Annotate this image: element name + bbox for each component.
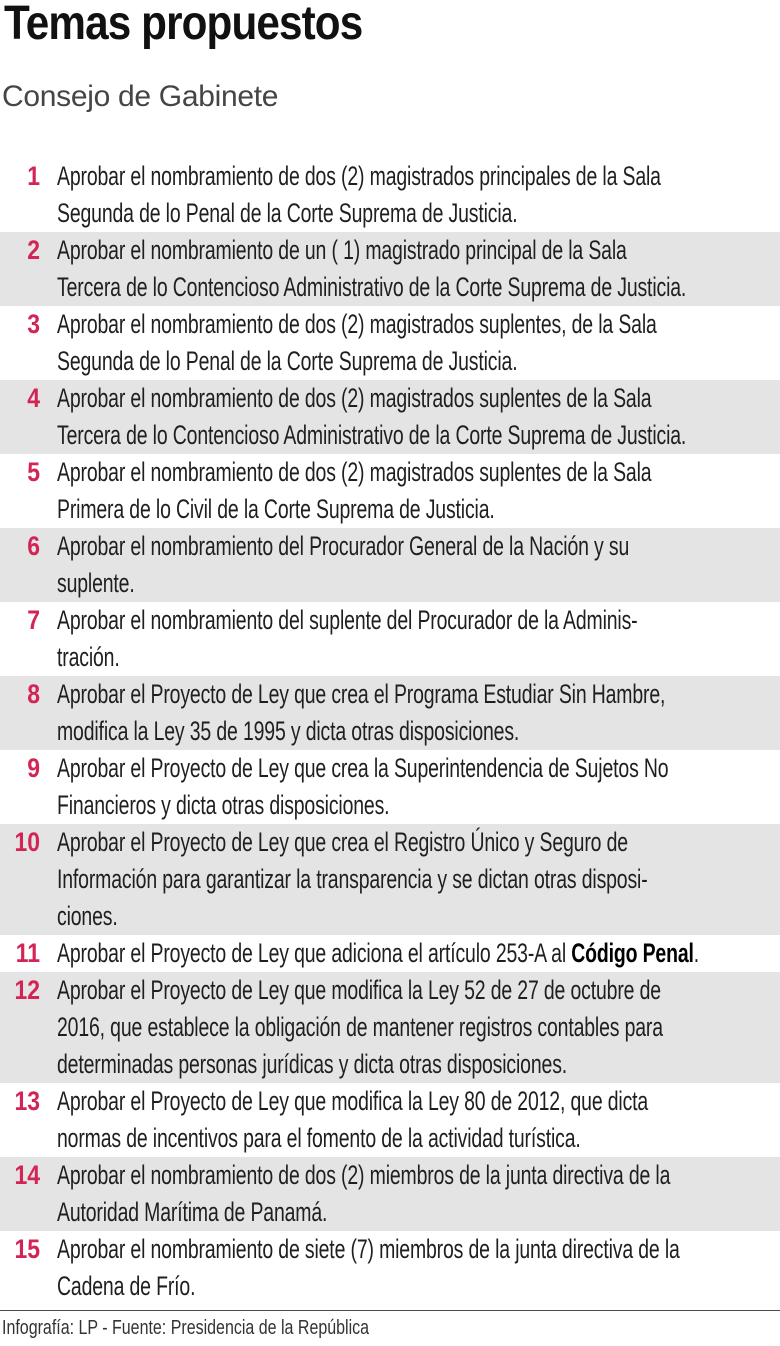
item-text-line: Aprobar el nombramiento del Procurador General de la Nación y su [57,531,630,561]
item-number: 5 [27,457,40,487]
item-text [57,306,657,380]
list-item [0,232,780,306]
item-text-line: Aprobar el Proyecto de Ley que crea la Superintendencia de Sujetos No [57,753,669,783]
item-number: 3 [27,309,40,339]
item-text-line: Aprobar el nombramiento de dos (2) miembros de la junta directiva de la [57,1160,671,1190]
item-text-line: Aprobar el nombramiento de siete (7) miembros de la junta directiva de la [57,1234,680,1264]
item-text-line: suplente. [57,568,135,598]
item-text-line: Segunda de lo Penal de la Corte Suprema de Justicia. [57,346,518,376]
footer [0,1310,780,1340]
item-text [57,824,648,935]
item-text-line: Aprobar el Proyecto de Ley que modifica la Ley 80 de 2012, que dicta [57,1086,649,1116]
item-text [57,528,629,602]
item-text-line: Segunda de lo Penal de la Corte Suprema de Justicia. [57,198,518,228]
item-text-line: Aprobar el Proyecto de Ley que crea el Programa Estudiar Sin Hambre, [57,679,666,709]
list-item [0,380,780,454]
list-item [0,824,780,935]
topics-list [0,158,780,1305]
list-item [0,1157,780,1231]
item-text-line: Autoridad Marítima de Panamá. [57,1197,328,1227]
item-text-line: 2016, que establece la obligación de mantener registros contables para [57,1012,663,1042]
list-item [0,158,780,232]
item-text-line: Aprobar el nombramiento del suplente del Procurador de la Adminis- [57,605,638,635]
item-text-line: Aprobar el Proyecto de Ley que modifica la Ley 52 de 27 de octubre de [57,975,661,1005]
item-text-line: Cadena de Frío. [57,1271,196,1301]
list-item [0,306,780,380]
item-number: 11 [15,938,40,968]
item-number: 8 [27,679,40,709]
item-number: 14 [14,1160,41,1190]
item-text [57,972,663,1083]
item-text-line: Aprobar el nombramiento de un ( 1) magistrado principal de la Sala [57,235,627,265]
item-text-line: Aprobar el Proyecto de Ley que adiciona el artículo 253-A al Código Penal. [57,938,700,968]
list-item [0,1083,780,1157]
item-text-line: Financieros y dicta otras disposiciones. [57,790,390,820]
footer-credit: Infografía: LP - Fuente: Presidencia de la República [2,1317,370,1339]
item-text-line: Aprobar el nombramiento de dos (2) magistrados principales de la Sala [57,161,661,191]
item-text-line: determinadas personas jurídicas y dicta otras disposiciones. [57,1049,568,1079]
item-text-line: Aprobar el nombramiento de dos (2) magistrados suplentes de la Sala [57,457,652,487]
item-text [57,454,651,528]
list-item [0,676,780,750]
item-text [57,676,665,750]
item-number: 10 [14,827,41,857]
item-number: 12 [14,975,41,1005]
item-number: 2 [27,235,40,265]
list-item [0,602,780,676]
item-text [57,1231,680,1305]
item-number: 1 [27,161,40,191]
item-number: 7 [27,605,40,635]
item-text-line: Aprobar el Proyecto de Ley que crea el Registro Único y Seguro de [57,827,628,857]
item-text [57,750,668,824]
list-item [0,972,780,1083]
item-text [57,935,699,972]
list-item [0,935,780,972]
footer-divider [0,1310,780,1311]
list-item [0,750,780,824]
item-text-line: modifica la Ley 35 de 1995 y dicta otras disposiciones. [57,716,520,746]
item-text-line: ciones. [57,901,118,931]
list-item [0,1231,780,1305]
item-number: 15 [14,1234,41,1264]
item-text-line: Aprobar el nombramiento de dos (2) magistrados suplentes de la Sala [57,383,652,413]
item-text-line: Primera de lo Civil de la Corte Suprema de Justicia. [57,494,495,524]
item-text [57,602,638,676]
item-text [57,380,686,454]
item-text-line: Aprobar el nombramiento de dos (2) magistrados suplentes, de la Sala [57,309,657,339]
item-number: 4 [27,383,40,413]
item-text [57,158,661,232]
list-item [0,454,780,528]
item-number: 9 [27,753,40,783]
page-title: Temas propuestos [4,0,363,50]
list-item [0,528,780,602]
item-text [57,1157,670,1231]
item-text-line: Información para garantizar la transparencia y se dictan otras disposi- [57,864,648,894]
page-subtitle: Consejo de Gabinete [2,80,279,113]
item-text-line: normas de incentivos para el fomento de la actividad turística. [57,1123,581,1153]
item-text [57,1083,648,1157]
item-text-line: Tercera de lo Contencioso Administrativo de la Corte Suprema de Justicia. [57,272,687,302]
item-text-line: tración. [57,642,120,672]
item-number: 6 [27,531,40,561]
item-text [57,232,686,306]
item-number: 13 [14,1086,41,1116]
item-text-line: Tercera de lo Contencioso Administrativo de la Corte Suprema de Justicia. [57,420,687,450]
